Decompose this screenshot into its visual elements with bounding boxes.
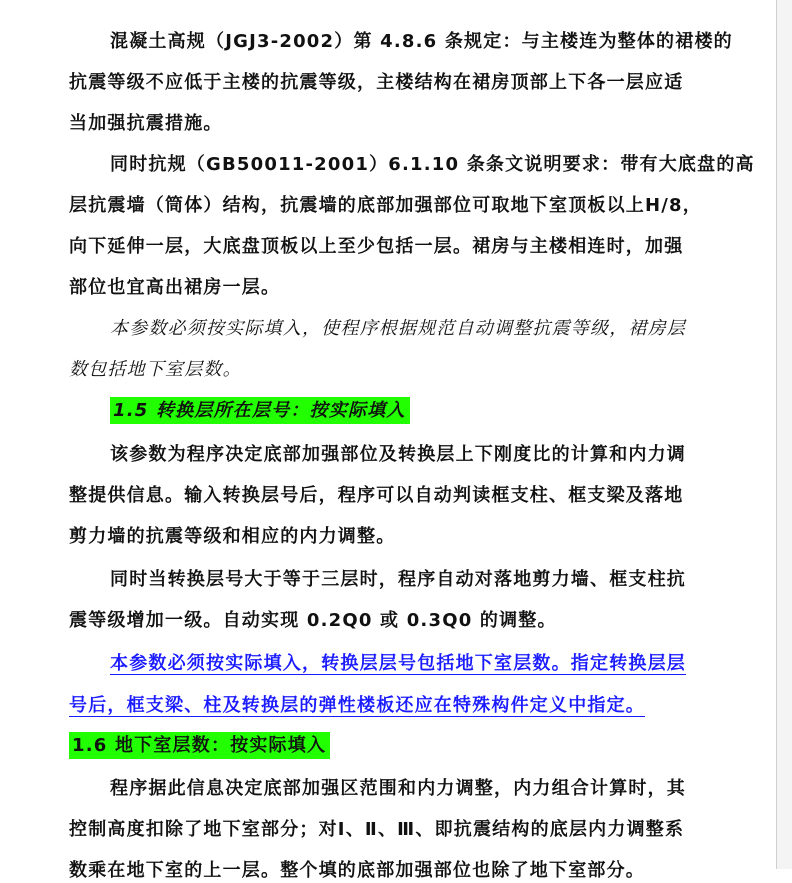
paragraph-line: 向下延伸一层，大底盘顶板以上至少包括一层。裙房与主楼相连时，加强 xyxy=(69,236,684,257)
blue-note-line: 号后，框支梁、柱及转换层的弹性楼板还应在特殊构件定义中指定。 xyxy=(69,695,645,716)
section-heading-1-6 xyxy=(69,734,330,758)
highlighted-heading: 1.5 转换层所在层号：按实际填入 xyxy=(110,397,410,424)
highlighted-heading: 1.6 地下室层数：按实际填入 xyxy=(69,732,330,759)
paragraph-line: 部位也宜高出裙房一层。 xyxy=(69,277,281,298)
paragraph-line: 数包括地下室层数。 xyxy=(69,359,242,380)
paragraph-line: 本参数必须按实际填入，使程序根据规范自动调整抗震等级，裙房层 xyxy=(110,318,686,339)
paragraph-line: 整提供信息。输入转换层号后，程序可以自动判读框支柱、框支梁及落地 xyxy=(69,485,684,506)
paragraph-line: 层抗震墙（筒体）结构，抗震墙的底部加强部位可取地下室顶板以上H/8， xyxy=(69,195,702,216)
section-heading-1-5 xyxy=(110,399,410,423)
paragraph-line: 震等级增加一级。自动实现 0.2Q0 或 0.3Q0 的调整。 xyxy=(69,610,557,631)
paragraph-line: 控制高度扣除了地下室部分；对Ⅰ、Ⅱ、Ⅲ、即抗震结构的底层内力调整系 xyxy=(69,819,685,840)
paragraph-line: 抗震等级不应低于主楼的抗震等级，主楼结构在裙房顶部上下各一层应适 xyxy=(69,72,684,93)
viewer-gutter xyxy=(777,0,792,869)
blue-note-line: 本参数必须按实际填入，转换层层号包括地下室层数。指定转换层层 xyxy=(110,653,686,674)
paragraph-line: 同时抗规（GB50011-2001）6.1.10 条条文说明要求：带有大底盘的高 xyxy=(110,154,755,175)
paragraph-line: 数乘在地下室的上一层。整个填的底部加强部位也除了地下室部分。 xyxy=(69,860,645,881)
paragraph-line: 当加强抗震措施。 xyxy=(69,113,223,134)
paragraph-line: 该参数为程序决定底部加强部位及转换层上下刚度比的计算和内力调 xyxy=(110,444,686,465)
paragraph-line: 剪力墙的抗震等级和相应的内力调整。 xyxy=(69,526,396,547)
paragraph-line: 程序据此信息决定底部加强区范围和内力调整，内力组合计算时，其 xyxy=(110,778,686,799)
paragraph-line: 同时当转换层号大于等于三层时，程序自动对落地剪力墙、框支柱抗 xyxy=(110,569,686,590)
paragraph-line: 混凝土高规（JGJ3-2002）第 4.8.6 条规定：与主楼连为整体的裙楼的 xyxy=(110,31,733,52)
